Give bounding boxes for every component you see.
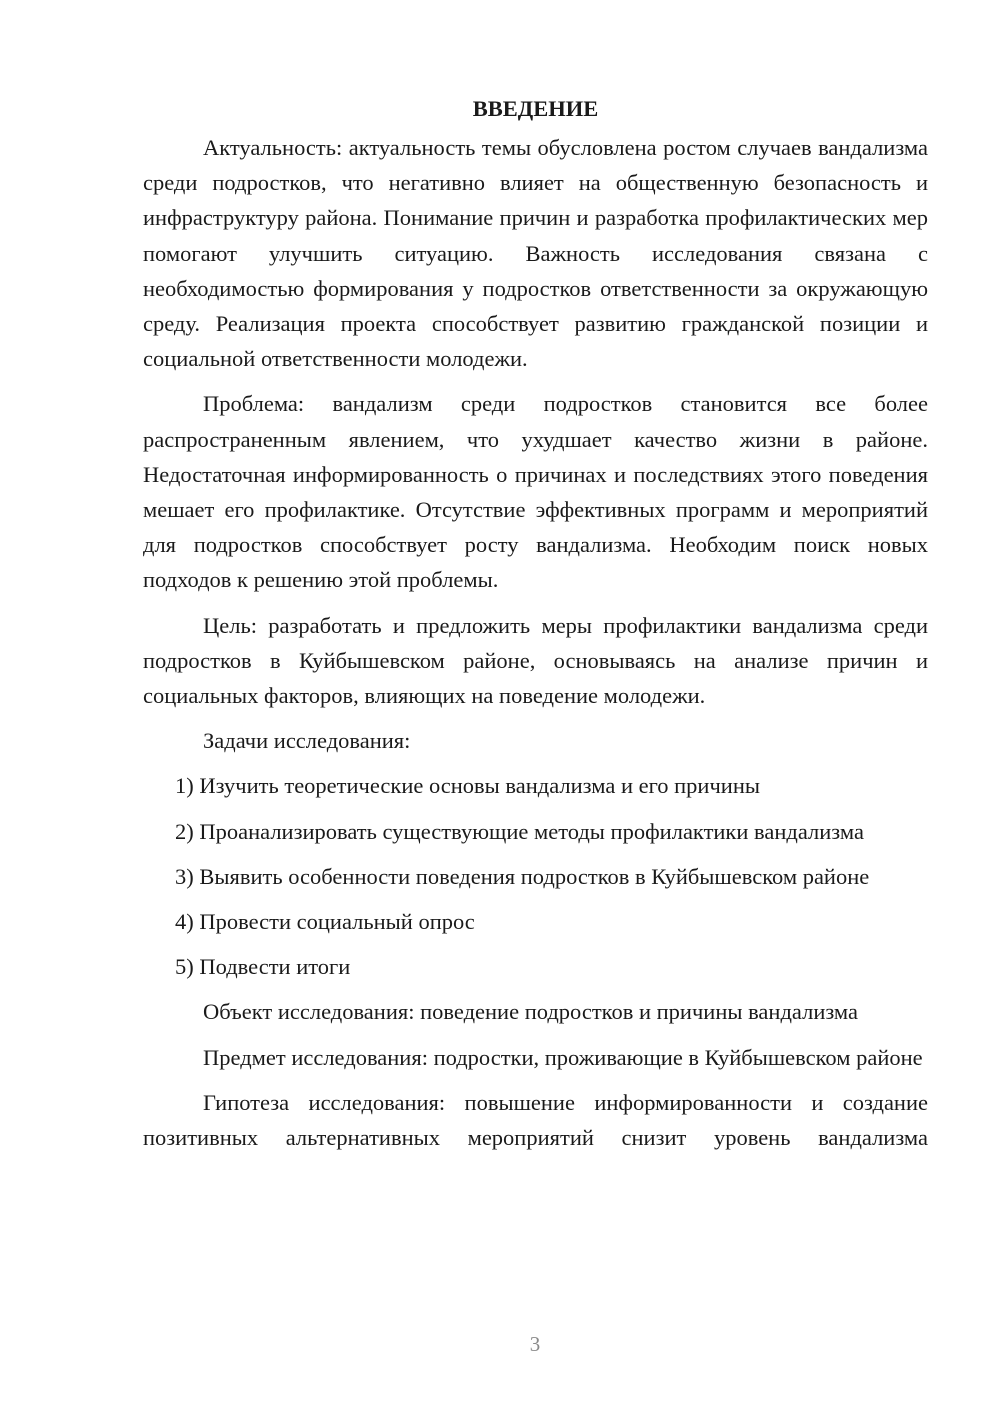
task-item-1: 1) Изучить теоретические основы вандализма и его причины	[175, 773, 760, 799]
goal-paragraph: Цель: разработать и предложить меры профилактики вандализма среди подростков в Куйбышевском районе, основываясь на анализе причин и социальных факторов, влияющих на поведение молодежи.	[143, 612, 928, 709]
page-number: 3	[529, 1332, 541, 1356]
task-item-4: 4) Провести социальный опрос	[175, 909, 475, 935]
actuality-paragraph: Актуальность: актуальность темы обусловлена ростом случаев вандализма среди подростков, что негативно влияет на общественную безопасность и инфраструктуру района. Понимание причин и разработка профилактических мер помогают улучшить ситуацию. Важность исследования связана с необходимостью формирования у подростков ответственности за окружающую среду. Реализация проекта способствует развитию гражданской позиции и социальной ответственности молодежи.	[143, 135, 928, 372]
task-item-5: 5) Подвести итоги	[175, 954, 351, 980]
document-page	[143, 92, 928, 1155]
hypothesis-paragraph: Гипотеза исследования: повышение информированности и создание позитивных альтернативных мероприятий снизит уровень вандализма	[143, 1089, 928, 1151]
tasks-heading: Задачи исследования:	[203, 728, 411, 754]
problem-paragraph: Проблема: вандализм среди подростков становится все более распространенным явлением, что ухудшает качество жизни в районе. Недостаточная информированность о причинах и последствиях этого поведения мешает его профилактике. Отсутствие эффективных программ и мероприятий для подростков способствует росту вандализма. Необходим поиск новых подходов к решению этой проблемы.	[143, 391, 928, 593]
object-paragraph: Объект исследования: поведение подростков и причины вандализма	[203, 999, 858, 1025]
task-item-3: 3) Выявить особенности поведения подростков в Куйбышевском районе	[175, 863, 870, 889]
page-title: ВВЕДЕНИЕ	[472, 96, 599, 121]
task-item-2: 2) Проанализировать существующие методы профилактики вандализма	[175, 818, 864, 844]
subject-paragraph: Предмет исследования: подростки, проживающие в Куйбышевском районе	[203, 1044, 923, 1070]
